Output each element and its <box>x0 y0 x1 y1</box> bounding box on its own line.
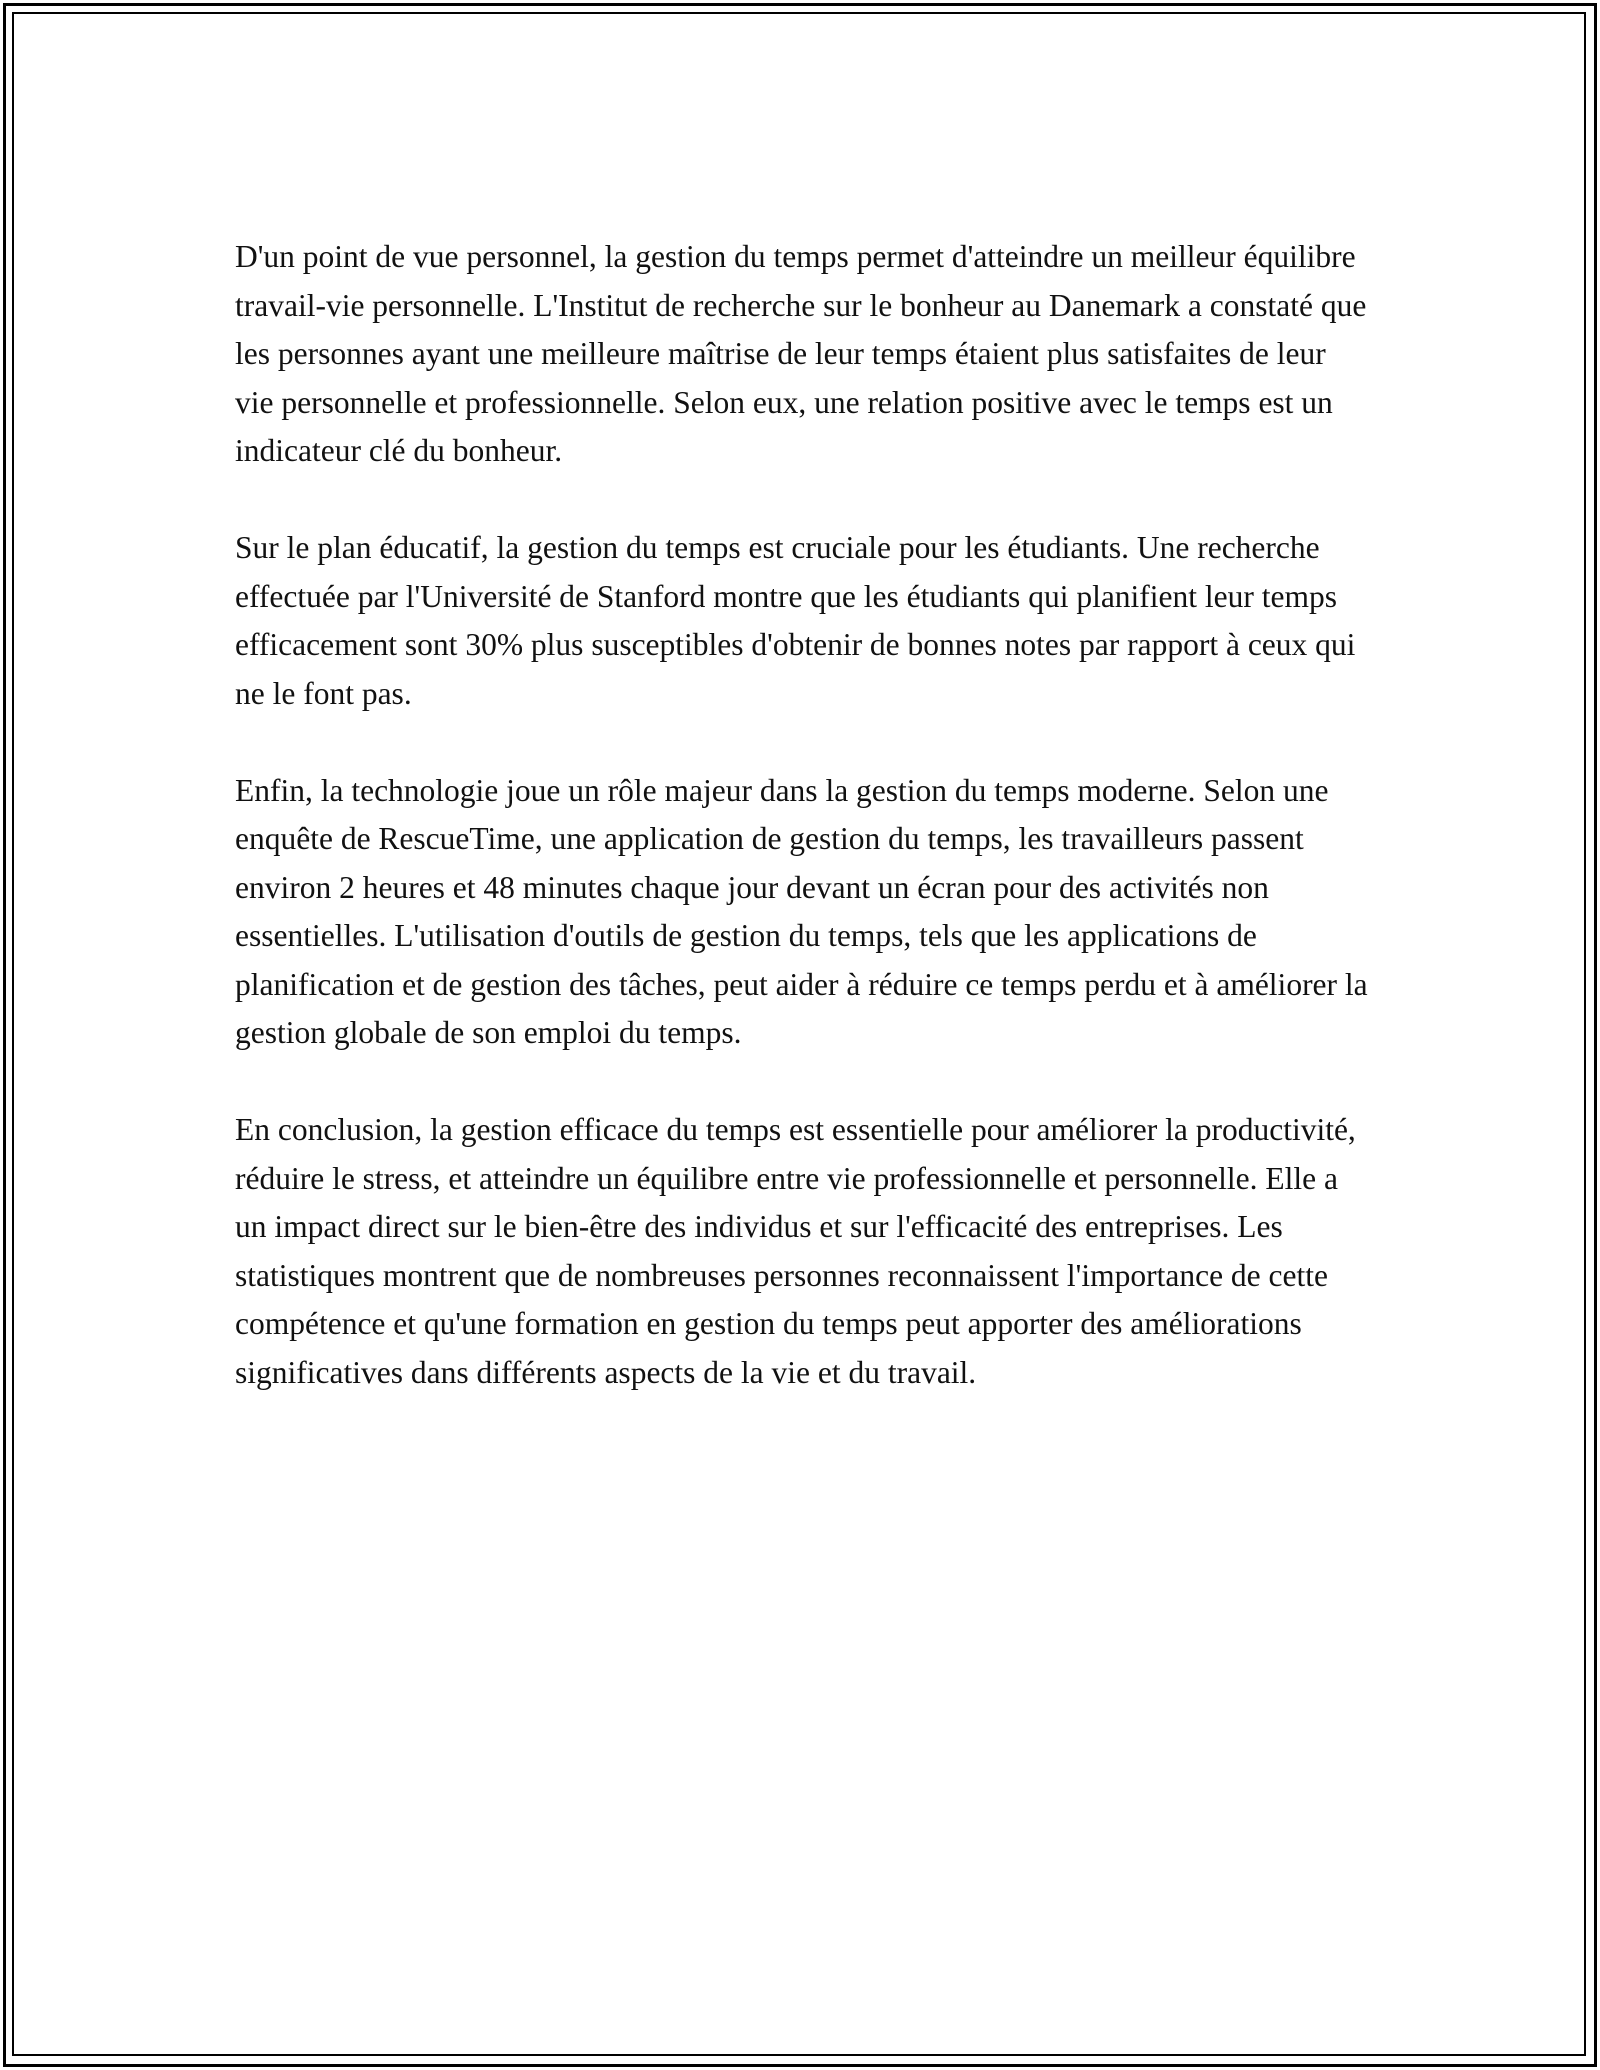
paragraph-conclusion: En conclusion, la gestion efficace du temps est essentielle pour améliorer la productivité, réduire le stress, et atteindre un équilibre entre vie professionnelle et personnelle. Elle a un impact direct sur le bien-être des individus et sur l'efficacité des entreprises. Les statistiques montrent que de nombreuses personnes reconnaissent l'importance de cette compétence et qu'une formation en gestion du temps peut apporter des améliorations significatives dans différents aspects de la vie et du travail. <box>235 1112 1356 1390</box>
document-body <box>235 233 1370 1446</box>
paragraph-education: Sur le plan éducatif, la gestion du temps est cruciale pour les étudiants. Une recherche effectuée par l'Université de Stanford montre que les étudiants qui planifient leur temps efficacement sont 30% plus susceptibles d'obtenir de bonnes notes par rapport à ceux qui ne le font pas. <box>235 530 1356 711</box>
paragraph-personal: D'un point de vue personnel, la gestion du temps permet d'atteindre un meilleur équilibre travail-vie personnelle. L'Institut de recherche sur le bonheur au Danemark a constaté que les personnes ayant une meilleure maîtrise de leur temps étaient plus satisfaites de leur vie personnelle et professionnelle. Selon eux, une relation positive avec le temps est un indicateur clé du bonheur. <box>235 239 1367 468</box>
paragraph-technology: Enfin, la technologie joue un rôle majeur dans la gestion du temps moderne. Selon une enquête de RescueTime, une application de gestion du temps, les travailleurs passent environ 2 heures et 48 minutes chaque jour devant un écran pour des activités non essentielles. L'utilisation d'outils de gestion du temps, tels que les applications de planification et de gestion des tâches, peut aider à réduire ce temps perdu et à améliorer la gestion globale de son emploi du temps. <box>235 772 1368 1050</box>
